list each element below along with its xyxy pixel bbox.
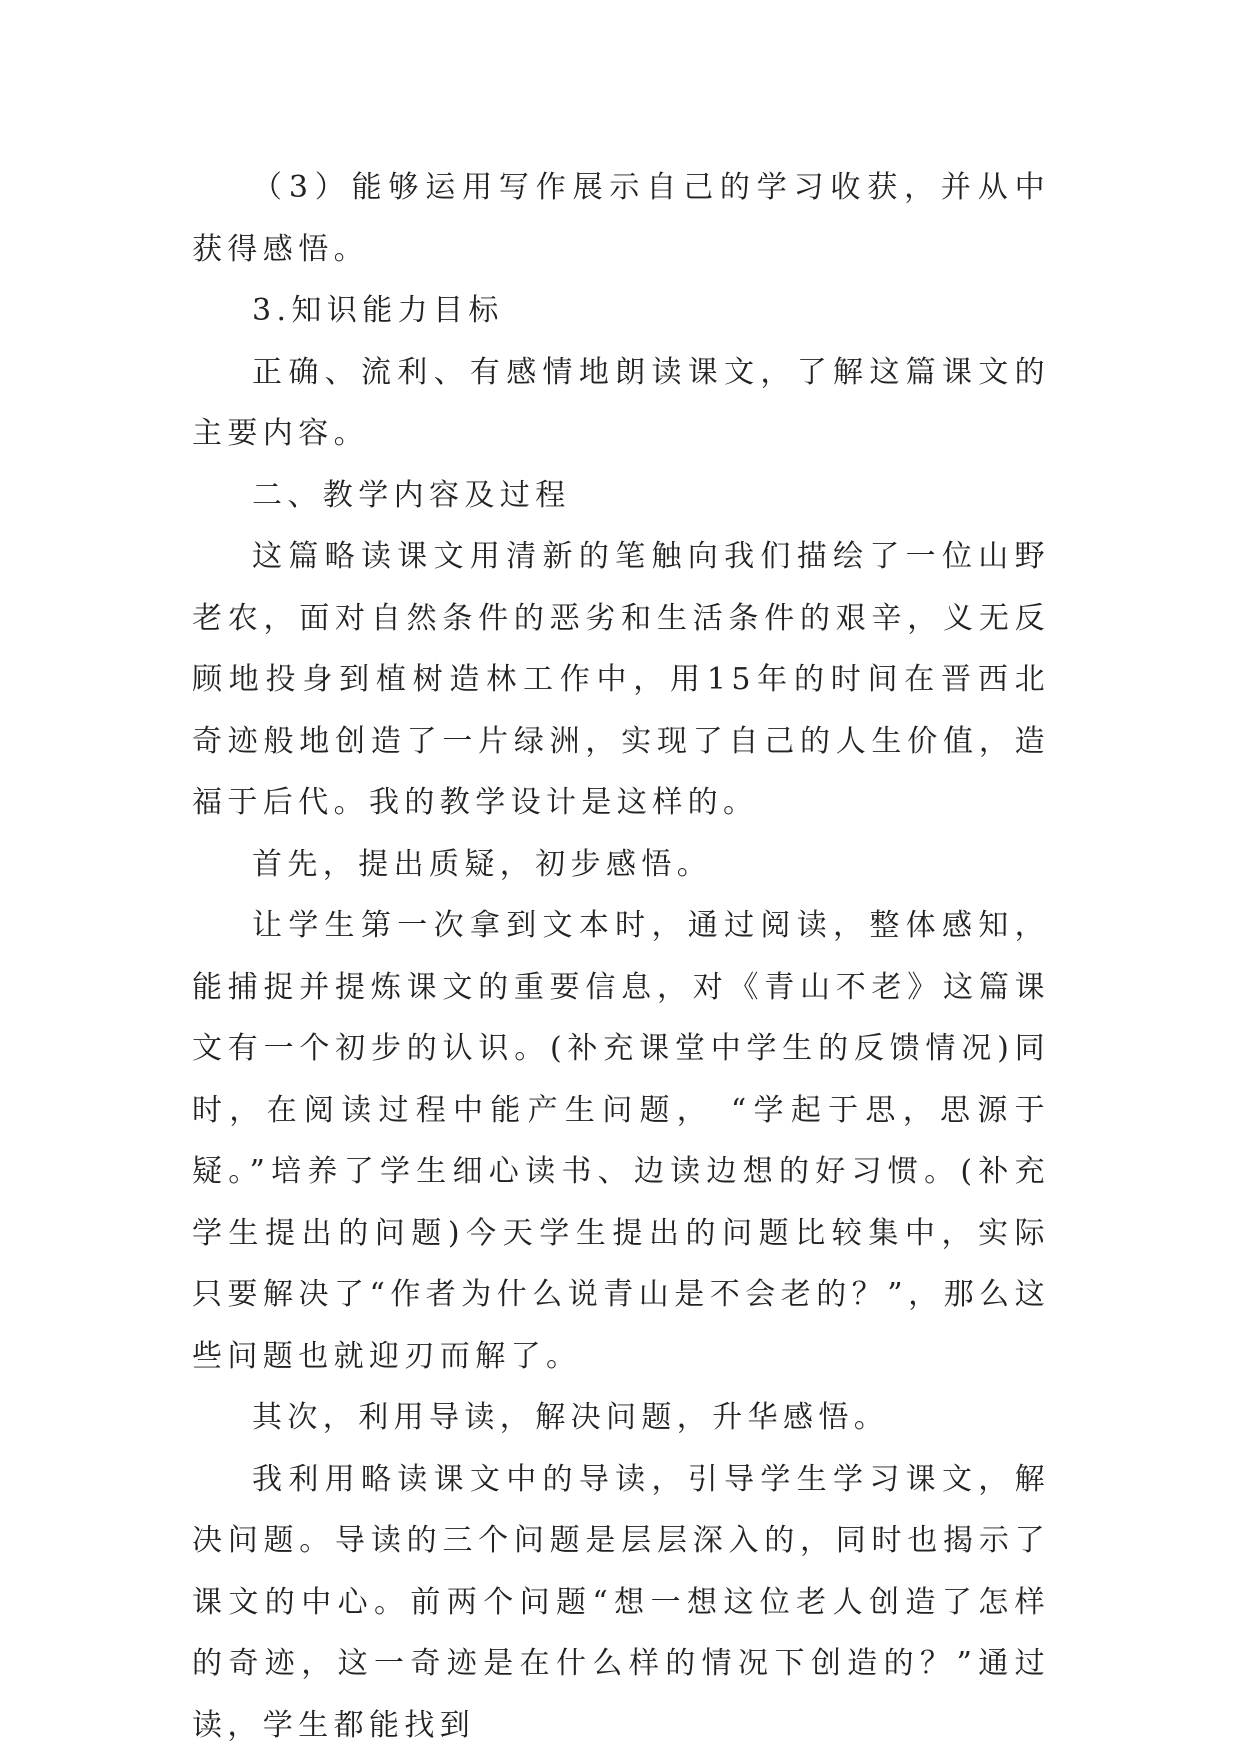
paragraph-goal-3: （3）能够运用写作展示自己的学习收获，并从中获得感悟。 bbox=[192, 157, 1050, 280]
paragraph-reading-goal: 正确、流利、有感情地朗读课文，了解这篇课文的主要内容。 bbox=[192, 342, 1050, 465]
paragraph-text-summary: 这篇略读课文用清新的笔触向我们描绘了一位山野老农，面对自然条件的恶劣和生活条件的艰辛，义无反顾地投身到植树造林工作中，用15年的时间在晋西北奇迹般地创造了一片绿洲，实现了自己的人生价值，造福于后代。我的教学设计是这样的。 bbox=[192, 526, 1050, 834]
document-body bbox=[192, 157, 1050, 1756]
paragraph-guided-reading: 我利用略读课文中的导读，引导学生学习课文，解决问题。导读的三个问题是层层深入的，同时也揭示了课文的中心。前两个问题“想一想这位老人创造了怎样的奇迹，这一奇迹是在什么样的情况下创造的？”通过读，学生都能找到 bbox=[192, 1449, 1050, 1756]
paragraph-step-first: 首先，提出质疑，初步感悟。 bbox=[192, 834, 1050, 896]
heading-knowledge-ability-goals: 3.知识能力目标 bbox=[192, 280, 1050, 342]
heading-teaching-content-process: 二、教学内容及过程 bbox=[192, 465, 1050, 527]
paragraph-step-second: 其次，利用导读，解决问题，升华感悟。 bbox=[192, 1387, 1050, 1449]
paragraph-first-reading: 让学生第一次拿到文本时，通过阅读，整体感知，能捕捉并提炼课文的重要信息，对《青山不老》这篇课文有一个初步的认识。(补充课堂中学生的反馈情况)同时，在阅读过程中能产生问题， “学起于思，思源于疑。”培养了学生细心读书、边读边想的好习惯。(补充学生提出的问题)今天学生提出的问题比较集中，实际只要解决了“作者为什么说青山是不会老的？”，那么这些问题也就迎刃而解了。 bbox=[192, 895, 1050, 1387]
